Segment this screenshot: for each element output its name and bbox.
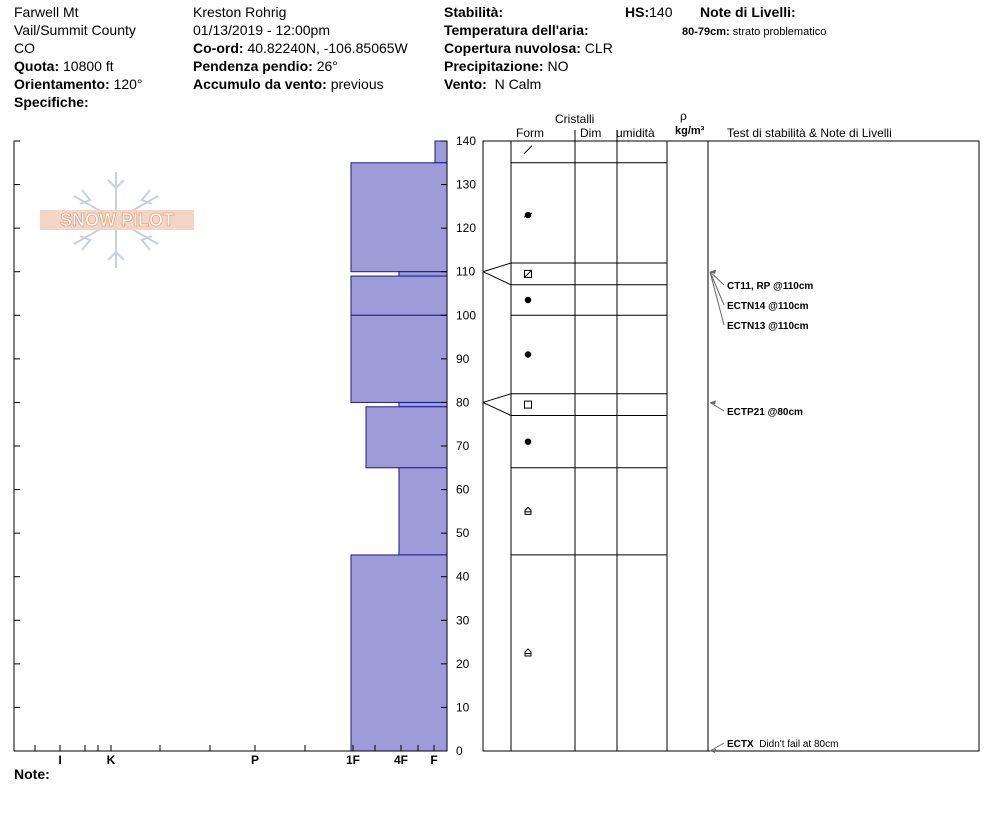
depth-tick-label: 50: [456, 526, 470, 541]
depth-tick-label: 130: [456, 177, 477, 192]
depth-tick-label: 20: [456, 656, 470, 671]
col-rho: ρ: [680, 109, 687, 123]
coord-value: 40.82240N, -106.85065W: [247, 40, 408, 56]
depth-tick-label: 140: [456, 134, 477, 148]
cloud-label: Copertura nuvolosa:: [444, 40, 581, 56]
coord-label: Co-ord:: [193, 40, 244, 56]
stability-test-label: [727, 321, 809, 332]
logo-text: SNOW PILOT: [60, 210, 174, 230]
precip-value: NO: [547, 58, 569, 74]
wind-value: N Calm: [494, 76, 542, 92]
stability-test-label: [727, 301, 809, 312]
crystal-dh-icon: [525, 507, 531, 514]
slope-value: 26°: [316, 58, 338, 74]
wind-loading-value: previous: [330, 76, 384, 92]
hardness-tick-label: 1F: [345, 753, 361, 767]
crystal-rg-icon: [525, 438, 531, 444]
elevation-label: Quota:: [14, 58, 60, 74]
hardness-tick-label: I: [58, 753, 62, 767]
elevation-value: 10800 ft: [63, 58, 114, 74]
hardness-bar: [435, 141, 447, 163]
depth-tick-label: 90: [456, 351, 470, 366]
boundary-connector: [483, 394, 511, 403]
test-code: CT11, RP: [727, 281, 771, 292]
col-density-unit: kg/m³: [675, 125, 705, 137]
wind-label: Vento:: [444, 76, 487, 92]
aspect-value: 120°: [113, 76, 143, 92]
boundary-connector: [483, 272, 511, 285]
hardness-bar: [351, 276, 447, 315]
layer-notes-label: Note di Livelli:: [700, 4, 796, 20]
stability-test-label: [727, 281, 813, 292]
test-arrow-line: [710, 402, 724, 411]
crystal-fc-icon: [525, 401, 532, 408]
test-suffix: @110cm: [770, 281, 814, 292]
depth-tick-label: 30: [456, 613, 470, 628]
depth-tick-label: 10: [456, 700, 470, 715]
hardness-bar: [399, 468, 447, 555]
observer-name: Kreston Rohrig: [193, 4, 287, 20]
depth-tick-label: 70: [456, 439, 470, 453]
boundary-connector: [483, 263, 511, 272]
boundary-connector: [483, 402, 511, 415]
test-suffix: @80cm: [764, 407, 803, 418]
slope-label: Pendenza pendio:: [193, 58, 313, 74]
crystal-fcxr-icon: [525, 270, 532, 277]
col-crystals: Cristalli: [555, 112, 595, 126]
state-name: CO: [14, 40, 35, 56]
depth-tick-label: 40: [456, 569, 470, 584]
crystal-rg-icon: [525, 351, 531, 357]
depth-tick-label: 0: [456, 744, 463, 758]
note-label: Note:: [14, 766, 50, 782]
hardness-bar: [351, 315, 447, 402]
hardness-bar: [399, 402, 447, 406]
hs-value: 140: [649, 4, 673, 20]
hardness-bar: [366, 407, 447, 468]
aspect-label: Orientamento:: [14, 76, 110, 92]
region-name: Vail/Summit County: [14, 22, 136, 38]
depth-tick-label: 120: [456, 221, 477, 236]
depth-tick-label: 60: [456, 482, 470, 497]
hardness-tick-label: K: [106, 753, 116, 767]
crystal-rg-icon: [525, 297, 531, 303]
layer-note-text: strato problematico: [732, 26, 827, 38]
test-arrow-line: [710, 743, 724, 751]
test-code: ECTN13: [727, 321, 766, 332]
hardness-tick-label: F: [430, 753, 438, 767]
layer-note-range: 80-79cm:: [682, 26, 730, 38]
crystal-dh-icon: [525, 649, 531, 656]
crystal-table-frame: [483, 141, 979, 751]
crystal-df-icon: [524, 212, 532, 218]
hardness-bar: [399, 272, 447, 276]
test-suffix: @110cm: [765, 321, 809, 332]
stability-test-label: [727, 407, 803, 418]
location-name: Farwell Mt: [14, 4, 79, 20]
observation-datetime: 01/13/2019 - 12:00pm: [193, 22, 330, 38]
cloud-value: CLR: [584, 40, 613, 56]
test-suffix: @110cm: [765, 301, 809, 312]
specifics-label: Specifiche:: [14, 94, 89, 110]
wind-loading-label: Accumulo da vento:: [193, 76, 327, 92]
col-tests: Test di stabilità & Note di Livelli: [727, 126, 892, 140]
hardness-tick-label: 4F: [393, 753, 409, 767]
test-code: ECTN14: [727, 301, 766, 312]
crystal-pp-icon: [524, 146, 532, 154]
depth-tick-label: 110: [456, 264, 476, 279]
hardness-tick-label: P: [250, 753, 260, 767]
precip-label: Precipitazione:: [444, 58, 544, 74]
test-arrow-line: [710, 272, 724, 325]
air-temp-label: Temperatura dell'aria:: [444, 22, 589, 38]
hs-label: HS:: [625, 4, 650, 20]
col-humidity: umidità: [616, 126, 655, 140]
stability-label: Stabilità:: [444, 4, 504, 20]
col-form: Form: [516, 126, 544, 140]
test-code: ECTP21: [727, 407, 765, 418]
stability-test-label: [727, 739, 838, 750]
hardness-bar: [351, 555, 447, 751]
test-code: ECTX: [727, 739, 754, 750]
col-dim: Dim: [580, 126, 602, 140]
hardness-bar: [351, 163, 447, 272]
test-suffix: Didn't fail at 80cm: [753, 739, 839, 750]
depth-tick-label: 100: [456, 308, 477, 323]
depth-tick-label: 80: [456, 395, 470, 410]
